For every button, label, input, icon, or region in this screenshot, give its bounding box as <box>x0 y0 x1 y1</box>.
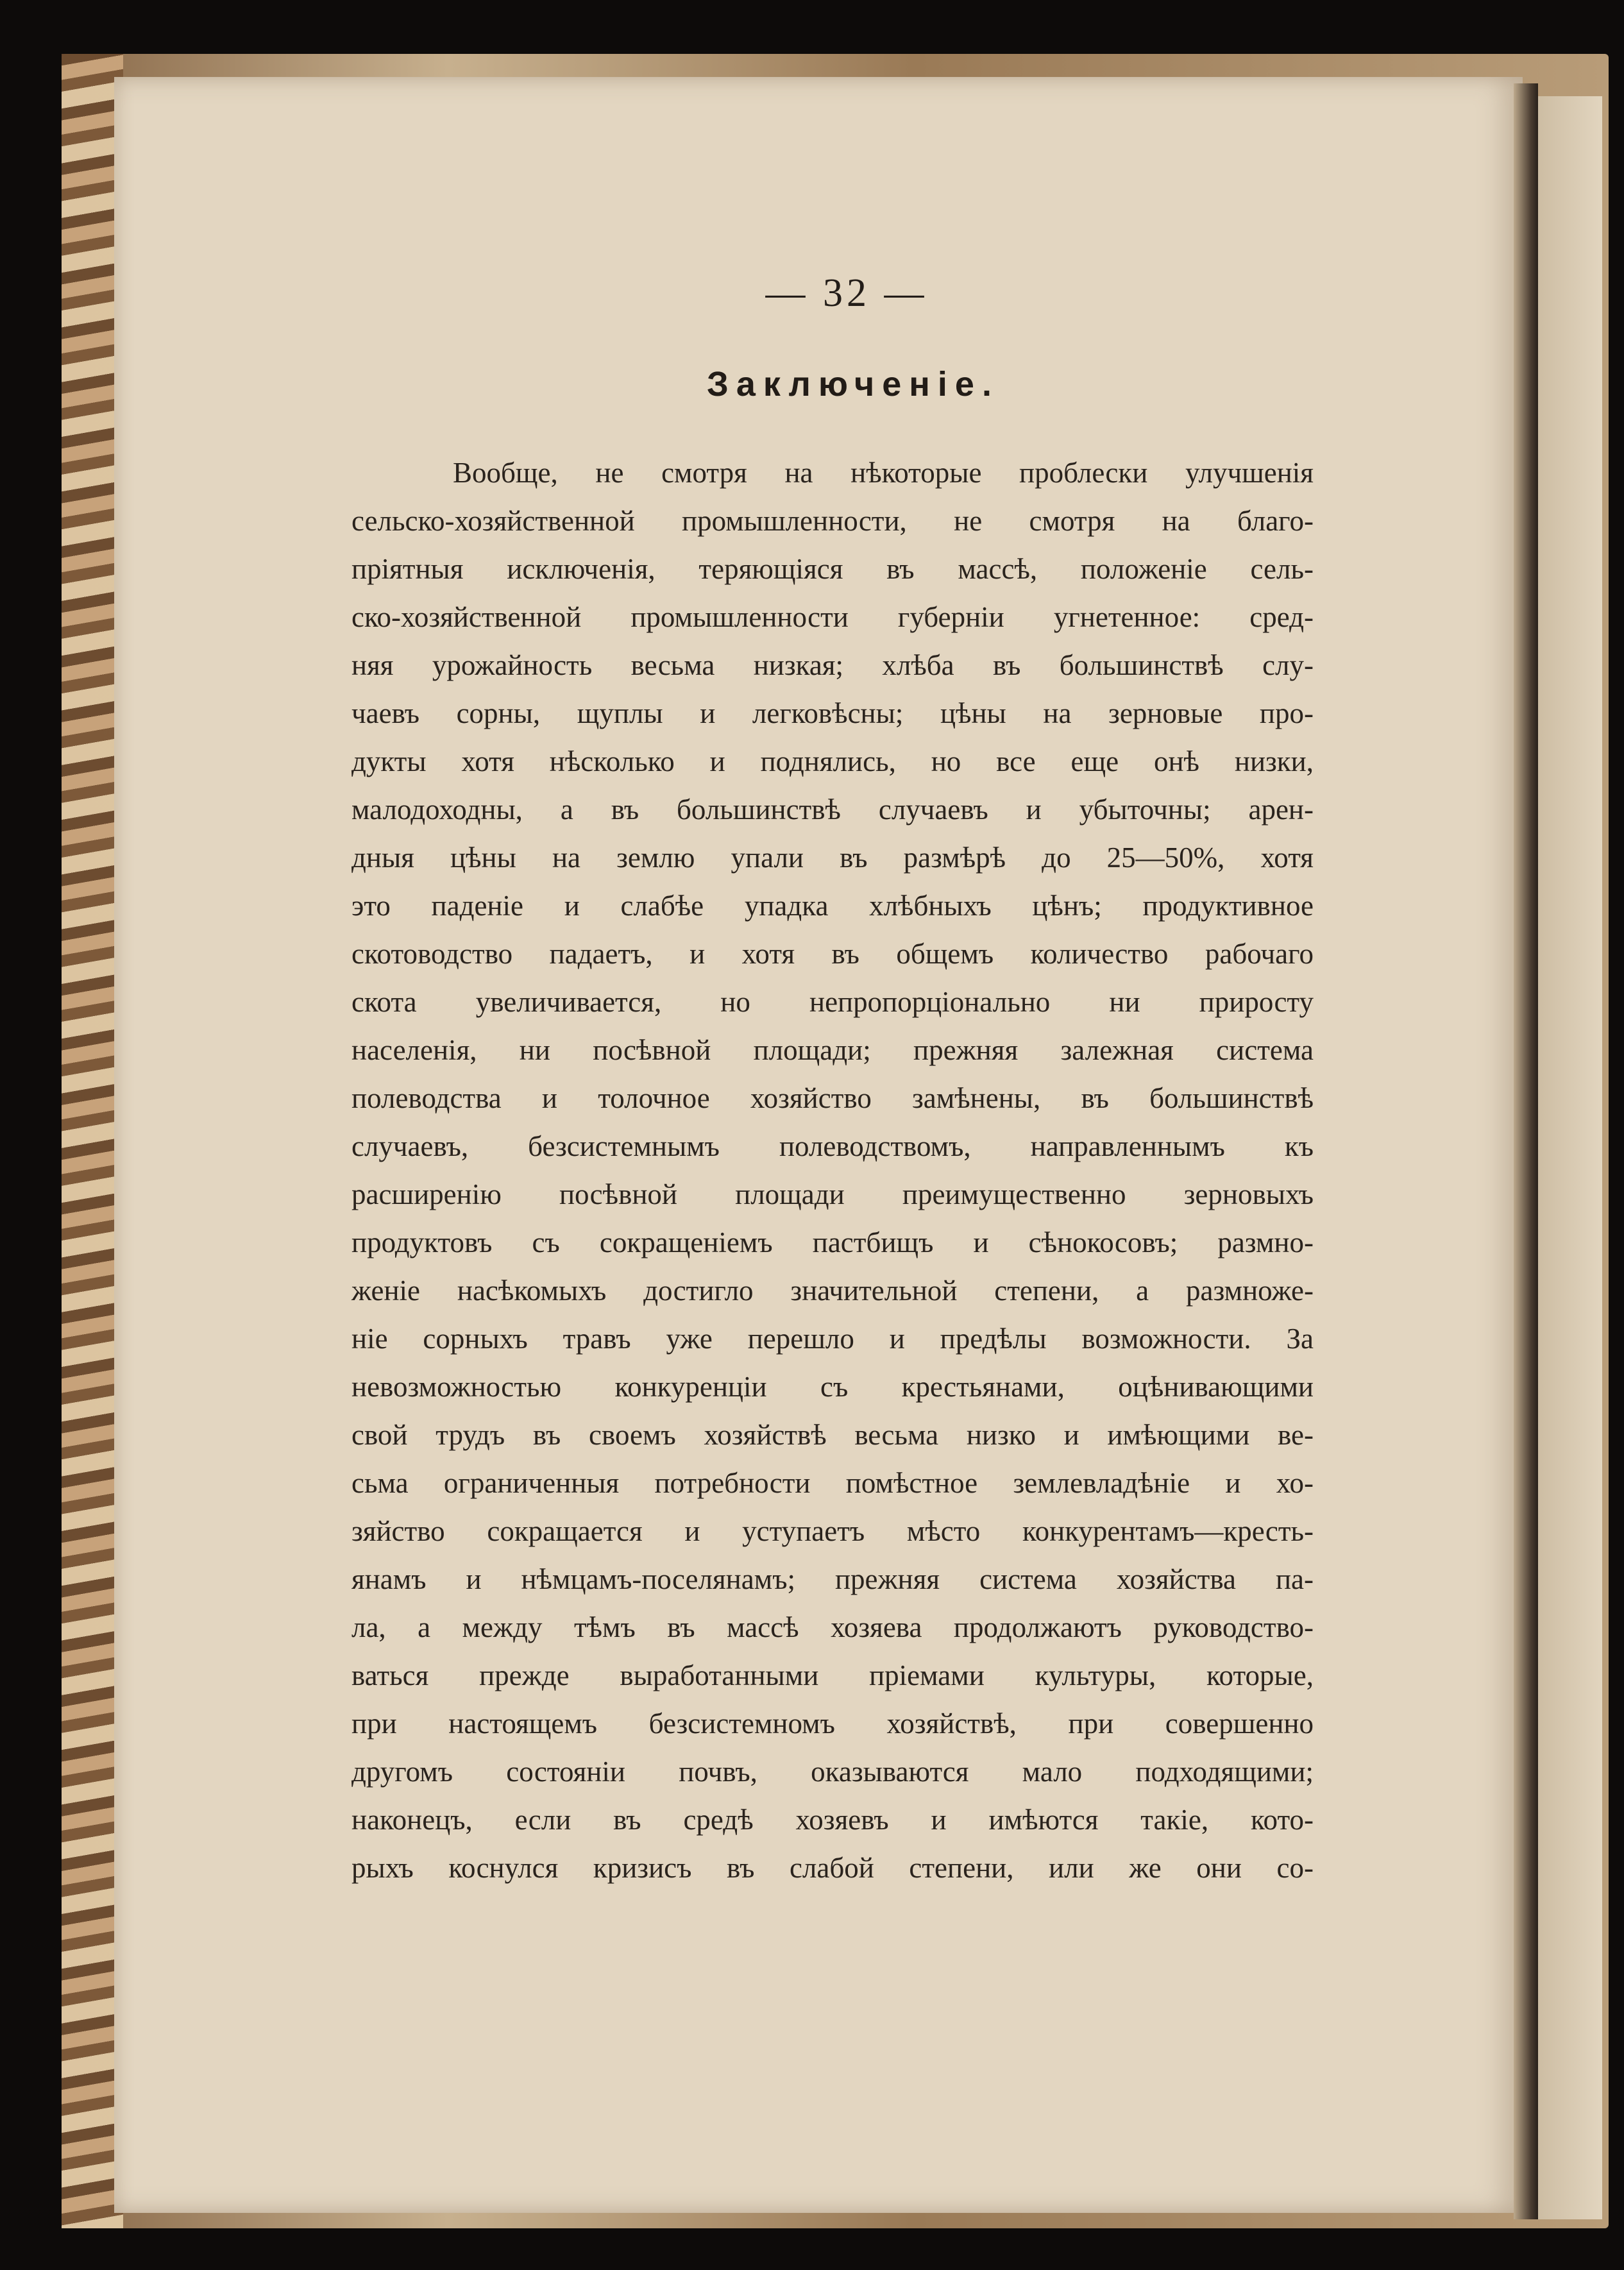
text-line: наконецъ, если въ средѣ хозяевъ и имѣются такіе, кото- <box>351 1804 1314 1836</box>
text-line: дукты хотя нѣсколько и поднялись, но все еще онѣ низки, <box>351 745 1314 777</box>
facing-page-edge <box>1538 96 1602 2219</box>
text-line: свой трудъ въ своемъ хозяйствѣ весьма низко и имѣющими ве- <box>351 1419 1314 1451</box>
text-line: рыхъ коснулся кризисъ въ слабой степени, или же они со- <box>351 1852 1314 1884</box>
section-heading: Заключеніе. <box>707 365 999 403</box>
page-number: — 32 — <box>765 271 928 315</box>
text-line: чаевъ сорны, щуплы и легковѣсны; цѣны на зерновые про- <box>351 697 1314 729</box>
text-line: ніе сорныхъ травъ уже перешло и предѣлы возможности. За <box>351 1323 1314 1355</box>
text-line: ла, а между тѣмъ въ массѣ хозяева продолжаютъ руководство- <box>351 1611 1314 1643</box>
text-line: ско-хозяйственной промышленности губерніи угнетенное: сред- <box>351 601 1314 633</box>
text-line: скота увеличивается, но непропорціонально ни приросту <box>351 986 1314 1018</box>
text-line: это паденіе и слабѣе упадка хлѣбныхъ цѣнъ; продуктивное <box>351 890 1314 922</box>
text-line: малодоходны, а въ большинствѣ случаевъ и убыточны; арен- <box>351 793 1314 826</box>
text-line: сельско-хозяйственной промышленности, не смотря на благо- <box>351 505 1314 537</box>
text-line: полеводства и толочное хозяйство замѣнены, въ большинствѣ <box>351 1082 1314 1114</box>
text-line: при настоящемъ безсистемномъ хозяйствѣ, при совершенно <box>351 1707 1314 1740</box>
text-line: пріятныя исключенія, теряющіяся въ массѣ, положеніе сель- <box>351 553 1314 585</box>
text-line: няя урожайность весьма низкая; хлѣба въ большинствѣ слу- <box>351 649 1314 681</box>
text-line: другомъ состояніи почвъ, оказываются мало подходящими; <box>351 1756 1314 1788</box>
text-line: сьма ограниченныя потребности помѣстное землевладѣніе и хо- <box>351 1467 1314 1499</box>
body-text <box>351 449 1314 1892</box>
text-line: случаевъ, безсистемнымъ полеводствомъ, направленнымъ къ <box>351 1130 1314 1162</box>
text-line: дныя цѣны на землю упали въ размѣрѣ до 25—50%, хотя <box>351 842 1314 874</box>
text-line: янамъ и нѣмцамъ-поселянамъ; прежняя система хозяйства па- <box>351 1563 1314 1595</box>
text-line: продуктовъ съ сокращеніемъ пастбищъ и сѣнокосовъ; размно- <box>351 1226 1314 1258</box>
text-line: расширенію посѣвной площади преимущественно зерновыхъ <box>351 1178 1314 1210</box>
text-line: Вообще, не смотря на нѣкоторые проблески улучшенія <box>453 457 1314 489</box>
text-line: женіе насѣкомыхъ достигло значительной степени, а размноже- <box>351 1275 1314 1307</box>
page-gutter <box>1514 83 1538 2219</box>
text-line: населенія, ни посѣвной площади; прежняя залежная система <box>351 1034 1314 1066</box>
text-line: зяйство сокращается и уступаетъ мѣсто конкурентамъ—кресть- <box>351 1515 1314 1547</box>
text-line: невозможностью конкуренціи съ крестьянами, оцѣнивающими <box>351 1371 1314 1403</box>
text-line: ваться прежде выработанными пріемами культуры, которые, <box>351 1659 1314 1691</box>
text-line: скотоводство падаетъ, и хотя въ общемъ количество рабочаго <box>351 938 1314 970</box>
